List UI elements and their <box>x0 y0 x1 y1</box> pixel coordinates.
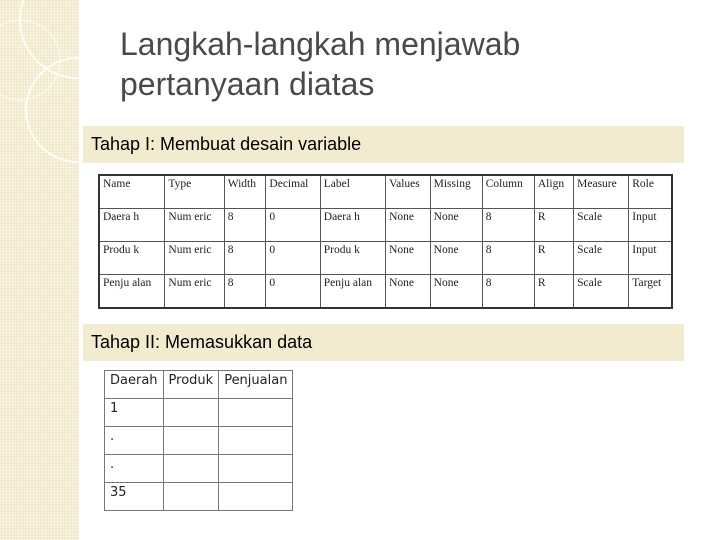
cell: Num eric <box>165 242 224 275</box>
cell <box>163 427 219 455</box>
cell: . <box>105 427 164 455</box>
variable-design-table <box>98 174 673 309</box>
cell: R <box>534 209 573 242</box>
header-width: Width <box>224 175 266 209</box>
table-row <box>105 427 293 455</box>
table-row <box>105 399 293 427</box>
cell: R <box>534 275 573 309</box>
header-daerah: Daerah <box>105 371 164 399</box>
cell: Daera h <box>320 209 385 242</box>
table-header-row <box>99 175 672 209</box>
header-missing: Missing <box>430 175 482 209</box>
cell: Input <box>629 242 672 275</box>
cell: 8 <box>224 209 266 242</box>
cell <box>219 483 293 511</box>
cell: None <box>386 209 431 242</box>
cell: Scale <box>574 209 629 242</box>
header-produk: Produk <box>163 371 219 399</box>
cell: 8 <box>482 242 534 275</box>
step2-heading: Tahap II: Memasukkan data <box>83 324 684 361</box>
cell: Produ k <box>99 242 165 275</box>
table-row <box>99 209 672 242</box>
table-row <box>99 242 672 275</box>
cell: 8 <box>482 209 534 242</box>
cell: 8 <box>224 242 266 275</box>
cell: Penju alan <box>99 275 165 309</box>
cell: Num eric <box>165 209 224 242</box>
cell <box>163 399 219 427</box>
header-values: Values <box>386 175 431 209</box>
cell: R <box>534 242 573 275</box>
cell: None <box>386 242 431 275</box>
data-entry-table <box>104 370 293 511</box>
cell: Num eric <box>165 275 224 309</box>
header-name: Name <box>99 175 165 209</box>
cell <box>219 427 293 455</box>
cell <box>219 455 293 483</box>
cell: 0 <box>266 242 320 275</box>
cell: Scale <box>574 275 629 309</box>
header-measure: Measure <box>574 175 629 209</box>
table-header-row <box>105 371 293 399</box>
header-penjualan: Penjualan <box>219 371 293 399</box>
header-label: Label <box>320 175 385 209</box>
cell: None <box>430 209 482 242</box>
cell: Daera h <box>99 209 165 242</box>
table-row <box>99 275 672 309</box>
cell: 0 <box>266 275 320 309</box>
cell: 8 <box>224 275 266 309</box>
table-row <box>105 483 293 511</box>
cell: Penju alan <box>320 275 385 309</box>
decorative-circles <box>0 0 79 200</box>
header-column: Column <box>482 175 534 209</box>
cell: 0 <box>266 209 320 242</box>
cell: 8 <box>482 275 534 309</box>
header-role: Role <box>629 175 672 209</box>
cell: Produ k <box>320 242 385 275</box>
cell: None <box>386 275 431 309</box>
decorative-sidebar <box>0 0 79 540</box>
cell: None <box>430 242 482 275</box>
cell: 35 <box>105 483 164 511</box>
cell: Scale <box>574 242 629 275</box>
cell: None <box>430 275 482 309</box>
step1-heading: Tahap I: Membuat desain variable <box>83 126 684 163</box>
header-decimal: Decimal <box>266 175 320 209</box>
slide-title <box>120 24 680 104</box>
header-align: Align <box>534 175 573 209</box>
cell <box>163 483 219 511</box>
slide-title-line2: pertanyaan diatas <box>120 66 375 102</box>
cell <box>163 455 219 483</box>
cell: Input <box>629 209 672 242</box>
header-type: Type <box>165 175 224 209</box>
slide-title-line1: Langkah-langkah menjawab <box>120 26 521 62</box>
cell: Target <box>629 275 672 309</box>
table-row <box>105 455 293 483</box>
cell: . <box>105 455 164 483</box>
cell: 1 <box>105 399 164 427</box>
cell <box>219 399 293 427</box>
